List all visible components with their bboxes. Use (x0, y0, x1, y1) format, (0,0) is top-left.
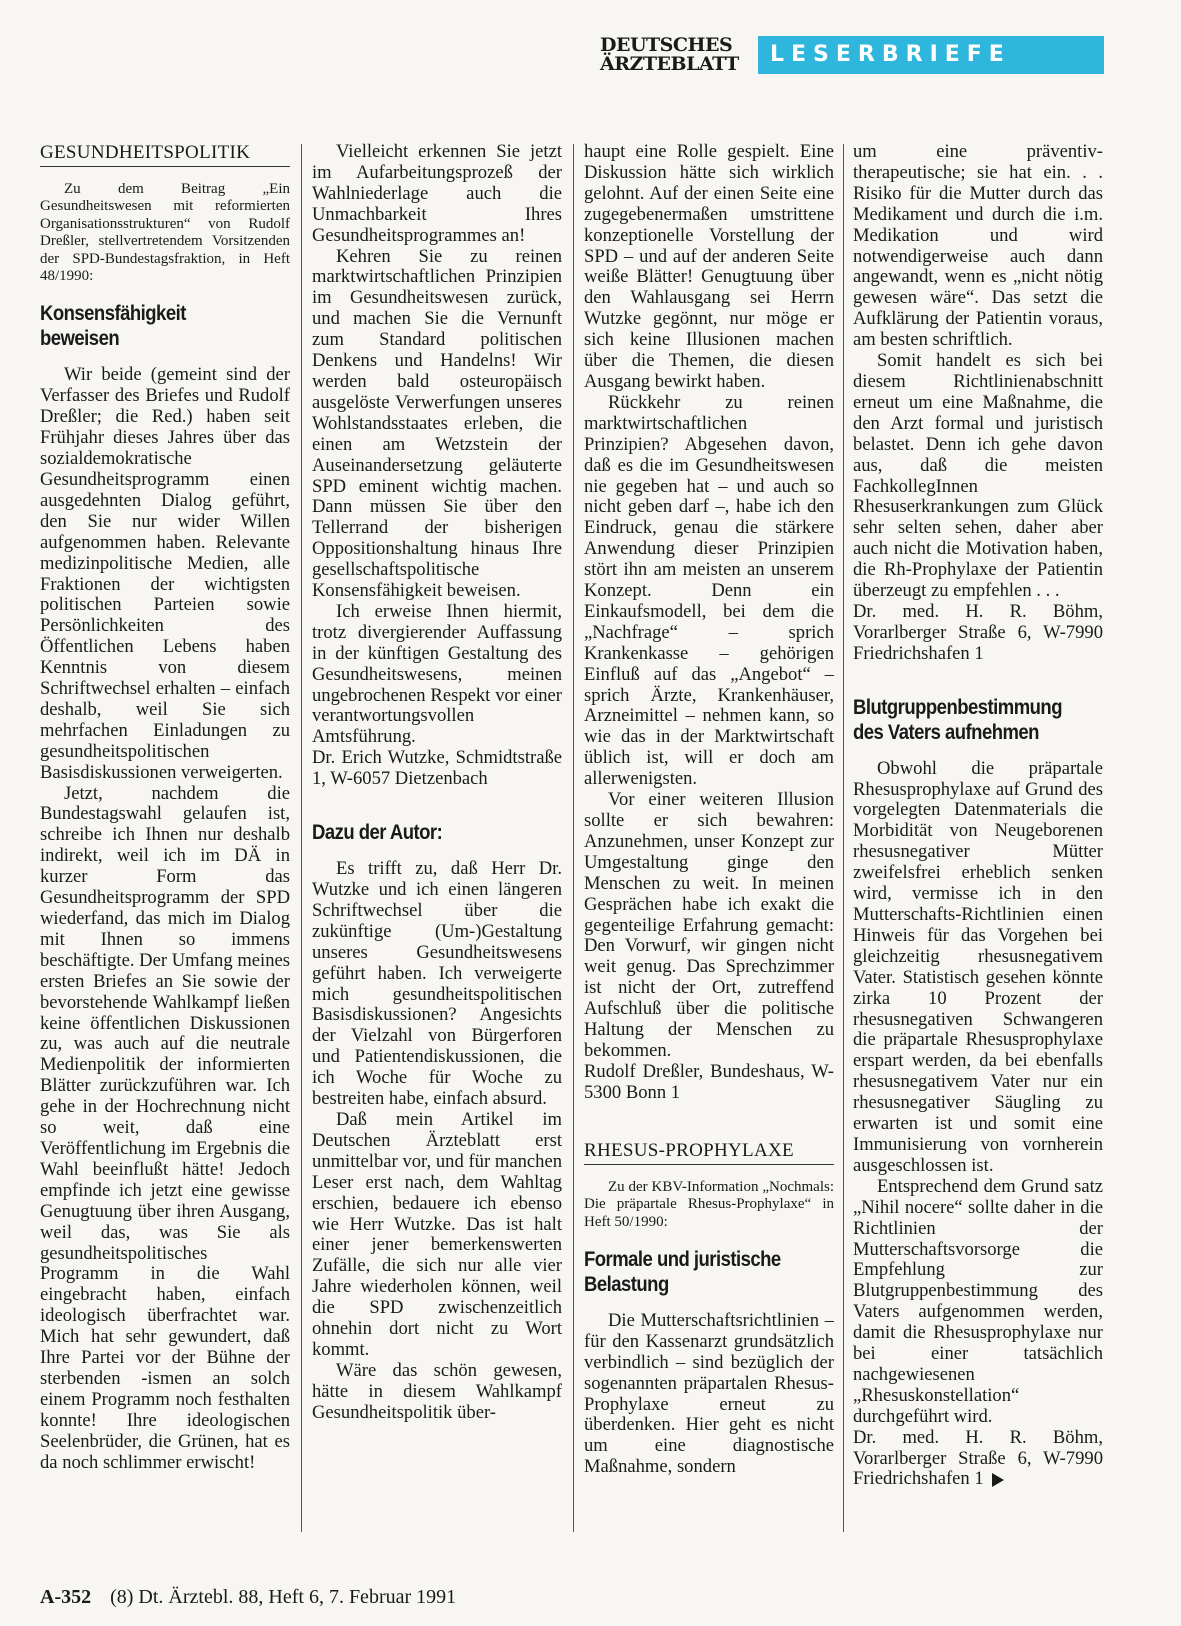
column-1 (40, 142, 290, 1537)
headline-line: Belastung (584, 1271, 669, 1296)
paragraph: Kehren Sie zu reinen marktwirtschaftlichen Prinzipien im Gesundheitswesen zurück, und machen Sie die Vernunft zum Standard politischen Denkens und Handelns! Wir werden bald osteuropäisch ausgelöste Verwerfungen unseres Wohlstandsstaates erleben, die einen am Wetzstein der Auseinandersetzung geläuterte SPD eminent wichtig machen. Dann müssen Sie über den Tellerrand der bisherigen Oppositionshaltung hinaus Ihre gesellschaftspolitische Konsensfähigkeit beweisen. (312, 245, 562, 602)
column-4 (853, 142, 1103, 1537)
journal-logo (600, 36, 750, 74)
column-divider (301, 144, 302, 1532)
paragraph: Daß mein Artikel im Deutschen Ärzteblatt erst unmittelbar vor, und für manchen Leser erst nach, dem Wahltag erschien, bedauere ich ebenso wie Herr Wutzke. Das ist halt einer jener bemerkenswerten Zufälle, die sich nur alle vier Jahre wiederholen können, weil die SPD zwischenzeitlich ohnehin dort nicht zu Wort kommt. (312, 1108, 562, 1360)
paragraph: Entsprechend dem Grund satz „Nihil nocere“ sollte daher in die Richtlinien der Mutterschaftsvorsorge die Empfehlung zur Blutgruppenbestimmung des Vaters aufgenommen werden, damit die Rhesusprophylaxe nur bei einer tatsächlich nachgewiesenen „Rhesuskonstellation“ durchgeführt wird. (853, 1175, 1103, 1427)
page-footer (40, 1586, 456, 1609)
paragraph: haupt eine Rolle gespielt. Eine Diskussion hätte sich wirklich gelohnt. Auf der einen Seite eine zugegebenermaßen umstrittene konzeptionelle Vorstellung der SPD – und auf der anderen Seite weiße Blätter! Genugtuung über den Wahlausgang sei Herrn Wutzke gegönnt, nur möge er sich keine Illusionen machen über die Themen, die diesen Ausgang bewirkt haben. (584, 142, 834, 392)
column-3 (584, 142, 834, 1537)
reply-headline: Dazu der Autor: (312, 820, 443, 845)
letter-signature: Dr. med. H. R. Böhm, Vorarlberger Straße 6, W-7990 Friedrichshafen 1 (853, 600, 1103, 664)
column-divider (573, 144, 574, 1532)
letter-signature: Dr. Erich Wutzke, Schmidtstraße 1, W-6057 Dietzenbach (312, 747, 562, 790)
paragraph: Somit handelt es sich bei diesem Richtlinienabschnitt erneut um eine Maßnahme, die den Arzt formal und juristisch belastet. Denn ich gehe davon aus, daß die meisten FachkollegInnen Rhesuserkrankungen zum Glück sehr selten sehen, daher aber auch nicht die Motivation haben, die Rh-Prophylaxe der Patientin überzeugt zu empfehlen . . . (853, 350, 1103, 602)
paragraph: Wäre das schön gewesen, hätte in diesem Wahlkampf Gesundheitspolitik über- (312, 1359, 562, 1423)
paragraph: um eine präventiv-therapeutische; sie hat ein. . . Risiko für die Mutter durch das Medikament und durch die i.m. Medikation und wird notwendigerweise auch dann angewandt, wenn es „nicht nötig gewesen wäre“. Das setzt die Aufklärung der Patientin voraus, am besten schriftlich. (853, 142, 1103, 351)
paragraph: Vor einer weiteren Illusion sollte er sich bewahren: Anzunehmen, unser Konzept zur Umgestaltung ginge den Menschen zu weit. In meinen Gesprächen habe ich exakt die gegenteilige Erfahrung gemacht: Den Vorwurf, wir gingen nicht weit genug. Das Sprechzimmer ist nicht der Ort, zutreffend Aufschluß über die politische Haltung der Menschen zu bekommen. (584, 789, 834, 1061)
masthead (600, 36, 1148, 78)
letter-headline (853, 695, 1068, 745)
column-divider (843, 144, 844, 1532)
headline-line: Formale und juristische (584, 1246, 781, 1271)
letter-intro: Zu der KBV-Information „Nochmals: Die präpartale Rhesus-Prophylaxe“ in Heft 50/1990: (584, 1178, 834, 1230)
headline-line: beweisen (40, 326, 120, 351)
letter-intro: Zu dem Beitrag „Ein Gesundheitswesen mit reformierten Organisationsstrukturen“ von Rudolf Dreßler, stellvertretendem Vorsitzenden der SPD-Bundestagsfraktion, in Heft 48/1990: (40, 181, 290, 285)
paragraph: Jetzt, nachdem die Bundestagswahl gelaufen ist, schreibe ich Ihnen nur deshalb indirekt, weil ich im DÄ in kurzer Form das Gesundheitsprogramm der SPD wiederfand, das mich im Dialog mit Ihnen so immens beschäftigte. Der Umfang meines ersten Briefes an Sie sowie der bevorstehende Wahlkampf ließen keine öffentlichen Diskussionen zu, was auch auf die neutrale Medienpolitik der informierten Blätter zurückzuführen war. Ich gehe in der Hochrechnung nicht so weit, daß eine Veröffentlichung im Ergebnis die Wahl beeinflußt hätte! Jedoch empfinde ich jetzt eine gewisse Genugtuung über ihren Ausgang, weil das, was Sie als gesundheitspolitisches Programm in die Wahl eingebracht haben, einfach ideologisch überfrachtet war. Mich hat sehr gewundert, daß Ihre Partei vor der Bühne der sterbenden -ismen an solch einem Programm noch festhalten konnte! Ihre ideologischen Seelenbrüder, die Grünen, hat es da noch schlimmer erwischt! (40, 782, 290, 1473)
column-2 (312, 142, 562, 1537)
letter-headline (584, 1247, 799, 1297)
logo-line-1: DEUTSCHES (600, 34, 733, 56)
paragraph: Ich erweise Ihnen hiermit, trotz divergierender Auffassung in der künftigen Gestaltung des Gesundheitswesens, meinen ungebrochenen Respekt vor einer verantwortungsvollen Amtsführung. (312, 600, 562, 748)
logo-line-2: ÄRZTEBLATT (600, 53, 739, 75)
section-badge: LESERBRIEFE (758, 36, 1104, 74)
letter-signature (853, 1428, 1103, 1491)
headline-line: Blutgruppenbestimmung (853, 694, 1062, 719)
paragraph: Vielleicht erkennen Sie jetzt im Aufarbeitungsprozeß der Wahlniederlage auch die Unmachbarkeit Ihres Gesundheitsprogrammes an! (312, 142, 562, 246)
headline-line: des Vaters aufnehmen (853, 719, 1039, 744)
issue-citation: (8) Dt. Ärztebl. 88, Heft 6, 7. Februar 1991 (110, 1586, 457, 1608)
page-number: A-352 (40, 1586, 92, 1608)
paragraph: Rückkehr zu reinen marktwirtschaftlichen Prinzipien? Abgesehen davon, daß es die im Gesundheitswesen nie gegeben hat – und auch so nicht geben darf –, habe ich den Eindruck, genau die stärkere Anwendung dieser Prinzipien stört ihn am meisten an unserem Konzept. Denn ein Einkaufsmodell, bei dem die „Nachfrage“ – sprich Krankenkasse – gehörigen Einfluß auf das „Angebot“ – sprich Ärzte, Krankenhäuser, Arzneimittel – nehmen kann, so wie das in der Marktwirtschaft üblich ist, will er doch am allerwenigsten. (584, 391, 834, 790)
article-columns (40, 142, 1138, 1532)
headline-line: Konsensfähigkeit (40, 301, 186, 326)
paragraph: Es trifft zu, daß Herr Dr. Wutzke und ich einen längeren Schriftwechsel über die zukünftige (Um-)Gestaltung unseres Gesundheitswesens geführt haben. Ich verweigerte mich gesundheitspolitischen Basisdiskussionen? Angesichts der Vielzahl von Bürgerforen und Patientendiskussionen, die ich Woche für Woche zu bestreiten habe, einfach absurd. (312, 858, 562, 1110)
paragraph: Wir beide (gemeint sind der Verfasser des Briefes und Rudolf Dreßler; die Red.) haben seit Frühjahr dieses Jahres über das sozialdemokratische Gesundheitsprogramm einen ausgedehnten Dialog geführt, den Sie nur wider Willen aufgenommen haben. Relevante medizinpolitische Medien, alle Fraktionen der wichtigsten politischen Parteien sowie Persönlichkeiten des Öffentlichen Lebens haben Kenntnis von diesem Schriftwechsel erhalten – einfach deshalb, weil Sie sich mehrfachen Einladungen zu gesundheitspolitischen Basisdiskussionen verweigerten. (40, 364, 290, 783)
section-kicker: GESUNDHEITSPOLITIK (40, 142, 290, 167)
continue-arrow-icon (992, 1473, 1004, 1487)
letter-headline (40, 301, 255, 351)
signature-text: Dr. med. H. R. Böhm, Vorarlberger Straße 6, W-7990 Friedrichshafen 1 (853, 1426, 1103, 1490)
letter-signature: Rudolf Dreßler, Bundeshaus, W-5300 Bonn 1 (584, 1060, 834, 1103)
section-kicker: RHESUS-PROPHYLAXE (584, 1140, 834, 1165)
paragraph: Die Mutterschaftsrichtlinien – für den Kassenarzt grundsätzlich verbindlich – sind bezüglich der sogenannten präpartalen Rhesus-Prophylaxe erneut zu überdenken. Hier geht es nicht um eine diagnostische Maßnahme, sondern (584, 1309, 834, 1478)
paragraph: Obwohl die präpartale Rhesusprophylaxe auf Grund des vorgelegten Datenmaterials die Morbidität von Neugeborenen rhesusnegativer Mütter zweifelsfrei erheblich senken wird, vermisse ich in den Mutterschafts-Richtlinien einen Hinweis für das Vorgehen bei gleichzeitig rhesusnegativem Vater. Statistisch gesehen könnte zirka 10 Prozent der rhesusnegativen Schwangeren die präpartale Rhesusprophylaxe erspart werden, da bei ebenfalls rhesusnegativem Vater nur ein rhesusnegativer Säugling zu erwarten ist und somit eine Immunisierung von vornherein ausgeschlossen ist. (853, 757, 1103, 1176)
